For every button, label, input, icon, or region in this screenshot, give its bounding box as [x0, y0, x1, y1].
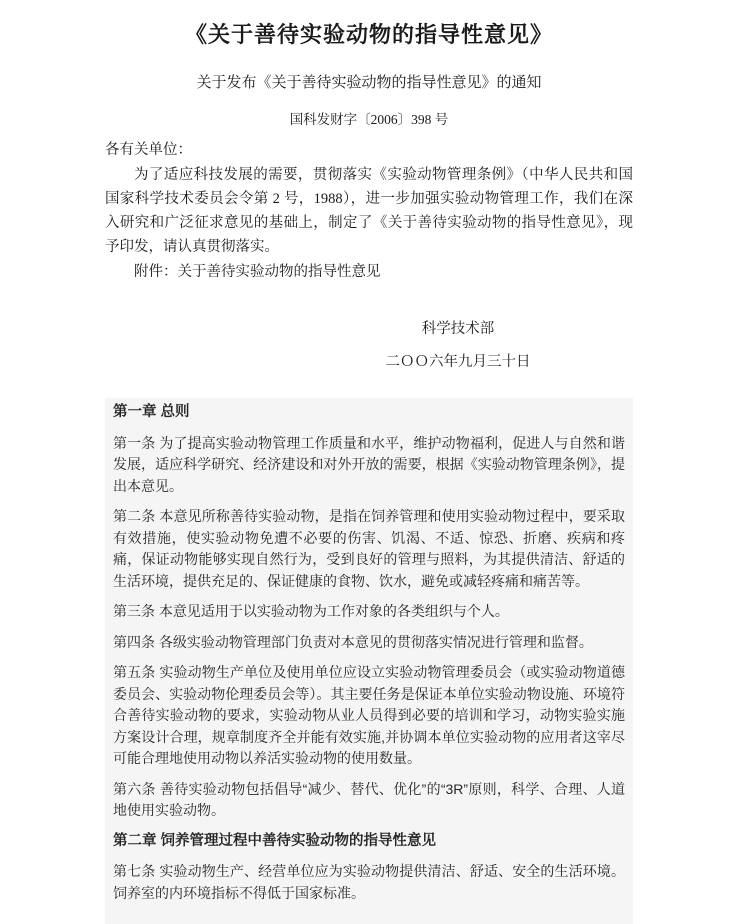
- article-5: 第五条 实验动物生产单位及使用单位应设立实验动物管理委员会（或实验动物道德委员会、实验动物伦理委员会等）。其主要任务是保证本单位实验动物设施、环境符合善待实验动物的要求，实验动物从业人员得到必要的培训和学习，动物实验实施方案设计合理，规章制度齐全并能有效实施,并协调本单位实验动物的应用者这宰尽可能合理地使用动物以养活实验动物的使用数量。: [113, 664, 625, 767]
- document-page: [105, 21, 633, 924]
- salutation: 各有关单位：: [105, 142, 192, 159]
- notice-subtitle: 关于发布《关于善待实验动物的指导性意见》的通知: [196, 74, 542, 91]
- article-2: 第二条 本意见所称善待实验动物，是指在饲养管理和使用实验动物过程中，要采取有效措施，使实验动物免遭不必要的伤害、饥渴、不适、惊恐、折磨、疾病和疼痛，保证动物能够实现自然行为，受到良好的管理与照料，为其提供清洁、舒适的生活环境，提供充足的、保证健康的食物、饮水，避免或减轻疼痛和痛苦等。: [113, 508, 625, 589]
- guideline-panel: [105, 398, 633, 924]
- signature-issuer: 科学技术部: [421, 321, 495, 337]
- chapter-1-heading: 第一章 总则: [113, 404, 190, 421]
- chapter-2-heading: 第二章 饲养管理过程中善待实验动物的指导性意见: [113, 832, 437, 849]
- notice-body-paragraph: 为了适应科技发展的需要，贯彻落实《实验动物管理条例》（中华人民共和国国家科学技术委员会令第 2 号，1988），进一步加强实验动物管理工作，我们在深入研究和广泛征求意见的基础上，制定了《关于善待实验动物的指导性意见》，现予印发，请认真贯彻落实。: [105, 166, 633, 256]
- article-4: 第四条 各级实验动物管理部门负责对本意见的贯彻落实情况进行管理和监督。: [113, 633, 593, 650]
- signature-date: 二ＯＯ六年九月三十日: [385, 354, 531, 371]
- article-7: 第七条 实验动物生产、经营单位应为实验动物提供清洁、舒适、安全的生活环境。饲养室的内环境指标不得低于国家标准。: [113, 863, 625, 901]
- attachment-line: 附件：关于善待实验动物的指导性意见: [134, 263, 381, 280]
- article-6: 第六条 善待实验动物包括倡导“减少、替代、优化”的“3R”原则，科学、合理、人道地使用实验动物。: [113, 780, 625, 819]
- article-3: 第三条 本意见适用于以实验动物为工作对象的各类组织与个人。: [113, 603, 509, 620]
- document-title: 《关于善待实验动物的指导性意见》: [184, 22, 553, 47]
- document-number: 国科发财字〔2006〕398 号: [289, 112, 449, 128]
- notice-letter: [105, 138, 633, 284]
- signature-block: [283, 320, 633, 372]
- article-1: 第一条 为了提高实验动物管理工作质量和水平，维护动物福利，促进人与自然和谐发展，适应科学研究、经济建设和对外开放的需要，根据《实验动物管理条例》，提出本意见。: [113, 434, 625, 494]
